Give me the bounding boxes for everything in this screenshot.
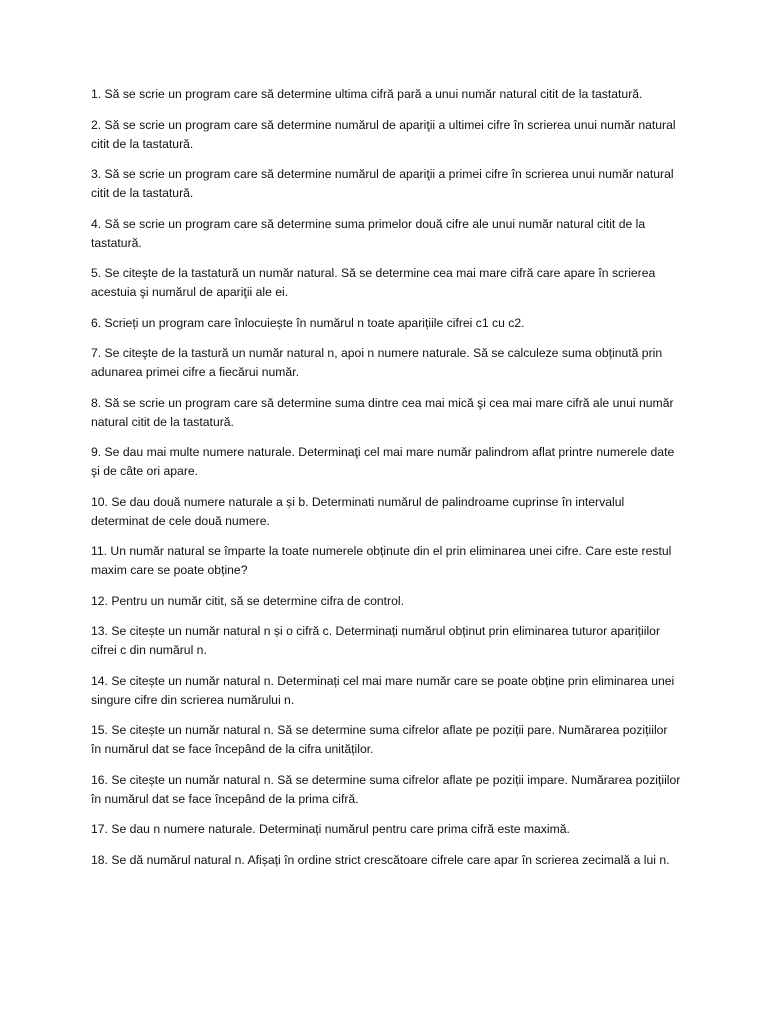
problem-17: 17. Se dau n numere naturale. Determinați numărul pentru care prima cifră este maximă. bbox=[91, 822, 570, 836]
problem-11: 11. Un număr natural se împarte la toate numerele obținute din el prin eliminarea unei cifre. Care este restul maxim care se poate obține? bbox=[91, 544, 672, 577]
problem-12: 12. Pentru un număr citit, să se determine cifra de control. bbox=[91, 593, 404, 608]
problem-2: 2. Să se scrie un program care să determine numărul de apariţii a ultimei cifre în scrierea unui număr natural citit de la tastatură. bbox=[91, 117, 676, 151]
problem-list bbox=[91, 85, 681, 881]
problem-16: 16. Se citește un număr natural n. Să se determine suma cifrelor aflate pe poziții impare. Numărarea pozițiilor în numărul dat se face începând de la prima cifră. bbox=[91, 772, 681, 806]
problem-7: 7. Se citeşte de la tastură un număr natural n, apoi n numere naturale. Să se calculeze suma obținută prin adunarea primei cifre a fiecărui număr. bbox=[91, 346, 663, 379]
problem-14: 14. Se citește un număr natural n. Determinați cel mai mare număr care se poate obține prin eliminarea unei singure cifre din scrierea numărului n. bbox=[91, 673, 675, 707]
problem-13: 13. Se citește un număr natural n și o cifră c. Determinați numărul obținut prin eliminarea tuturor aparițiilor cifrei c din numărul n. bbox=[91, 624, 661, 657]
problem-3: 3. Să se scrie un program care să determine numărul de apariţii a primei cifre în scrierea unui număr natural citit de la tastatură. bbox=[91, 167, 674, 200]
problem-10: 10. Se dau două numere naturale a și b. Determinati numărul de palindroame cuprinse în intervalul determinat de cele două numere. bbox=[91, 494, 625, 528]
problem-1: 1. Să se scrie un program care să determine ultima cifră pară a unui număr natural citit de la tastatură. bbox=[91, 87, 643, 101]
problem-8: 8. Să se scrie un program care să determine suma dintre cea mai mică şi cea mai mare cifră ale unui număr natural citit de la tastatură. bbox=[91, 395, 674, 429]
problem-5: 5. Se citeşte de la tastatură un număr natural. Să se determine cea mai mare cifră care apare în scrierea acestuia şi numărul de apariţii ale ei. bbox=[91, 266, 656, 299]
problem-15: 15. Se citește un număr natural n. Să se determine suma cifrelor aflate pe poziții pare. Numărarea pozițiilor în numărul dat se face începând de la cifra unităților. bbox=[91, 723, 668, 756]
problem-4: 4. Să se scrie un program care să determine suma primelor două cifre ale unui număr natural citit de la tastatură. bbox=[91, 216, 646, 250]
problem-9: 9. Se dau mai multe numere naturale. Determinaţi cel mai mare număr palindrom aflat printre numerele date şi de câte ori apare. bbox=[91, 445, 675, 478]
problem-18: 18. Se dă numărul natural n. Afișați în ordine strict crescătoare cifrele care apar în scrierea zecimală a lui n. bbox=[91, 852, 670, 867]
problem-6: 6. Scrieți un program care înlocuiește în numărul n toate aparițiile cifrei c1 cu c2. bbox=[91, 315, 525, 330]
